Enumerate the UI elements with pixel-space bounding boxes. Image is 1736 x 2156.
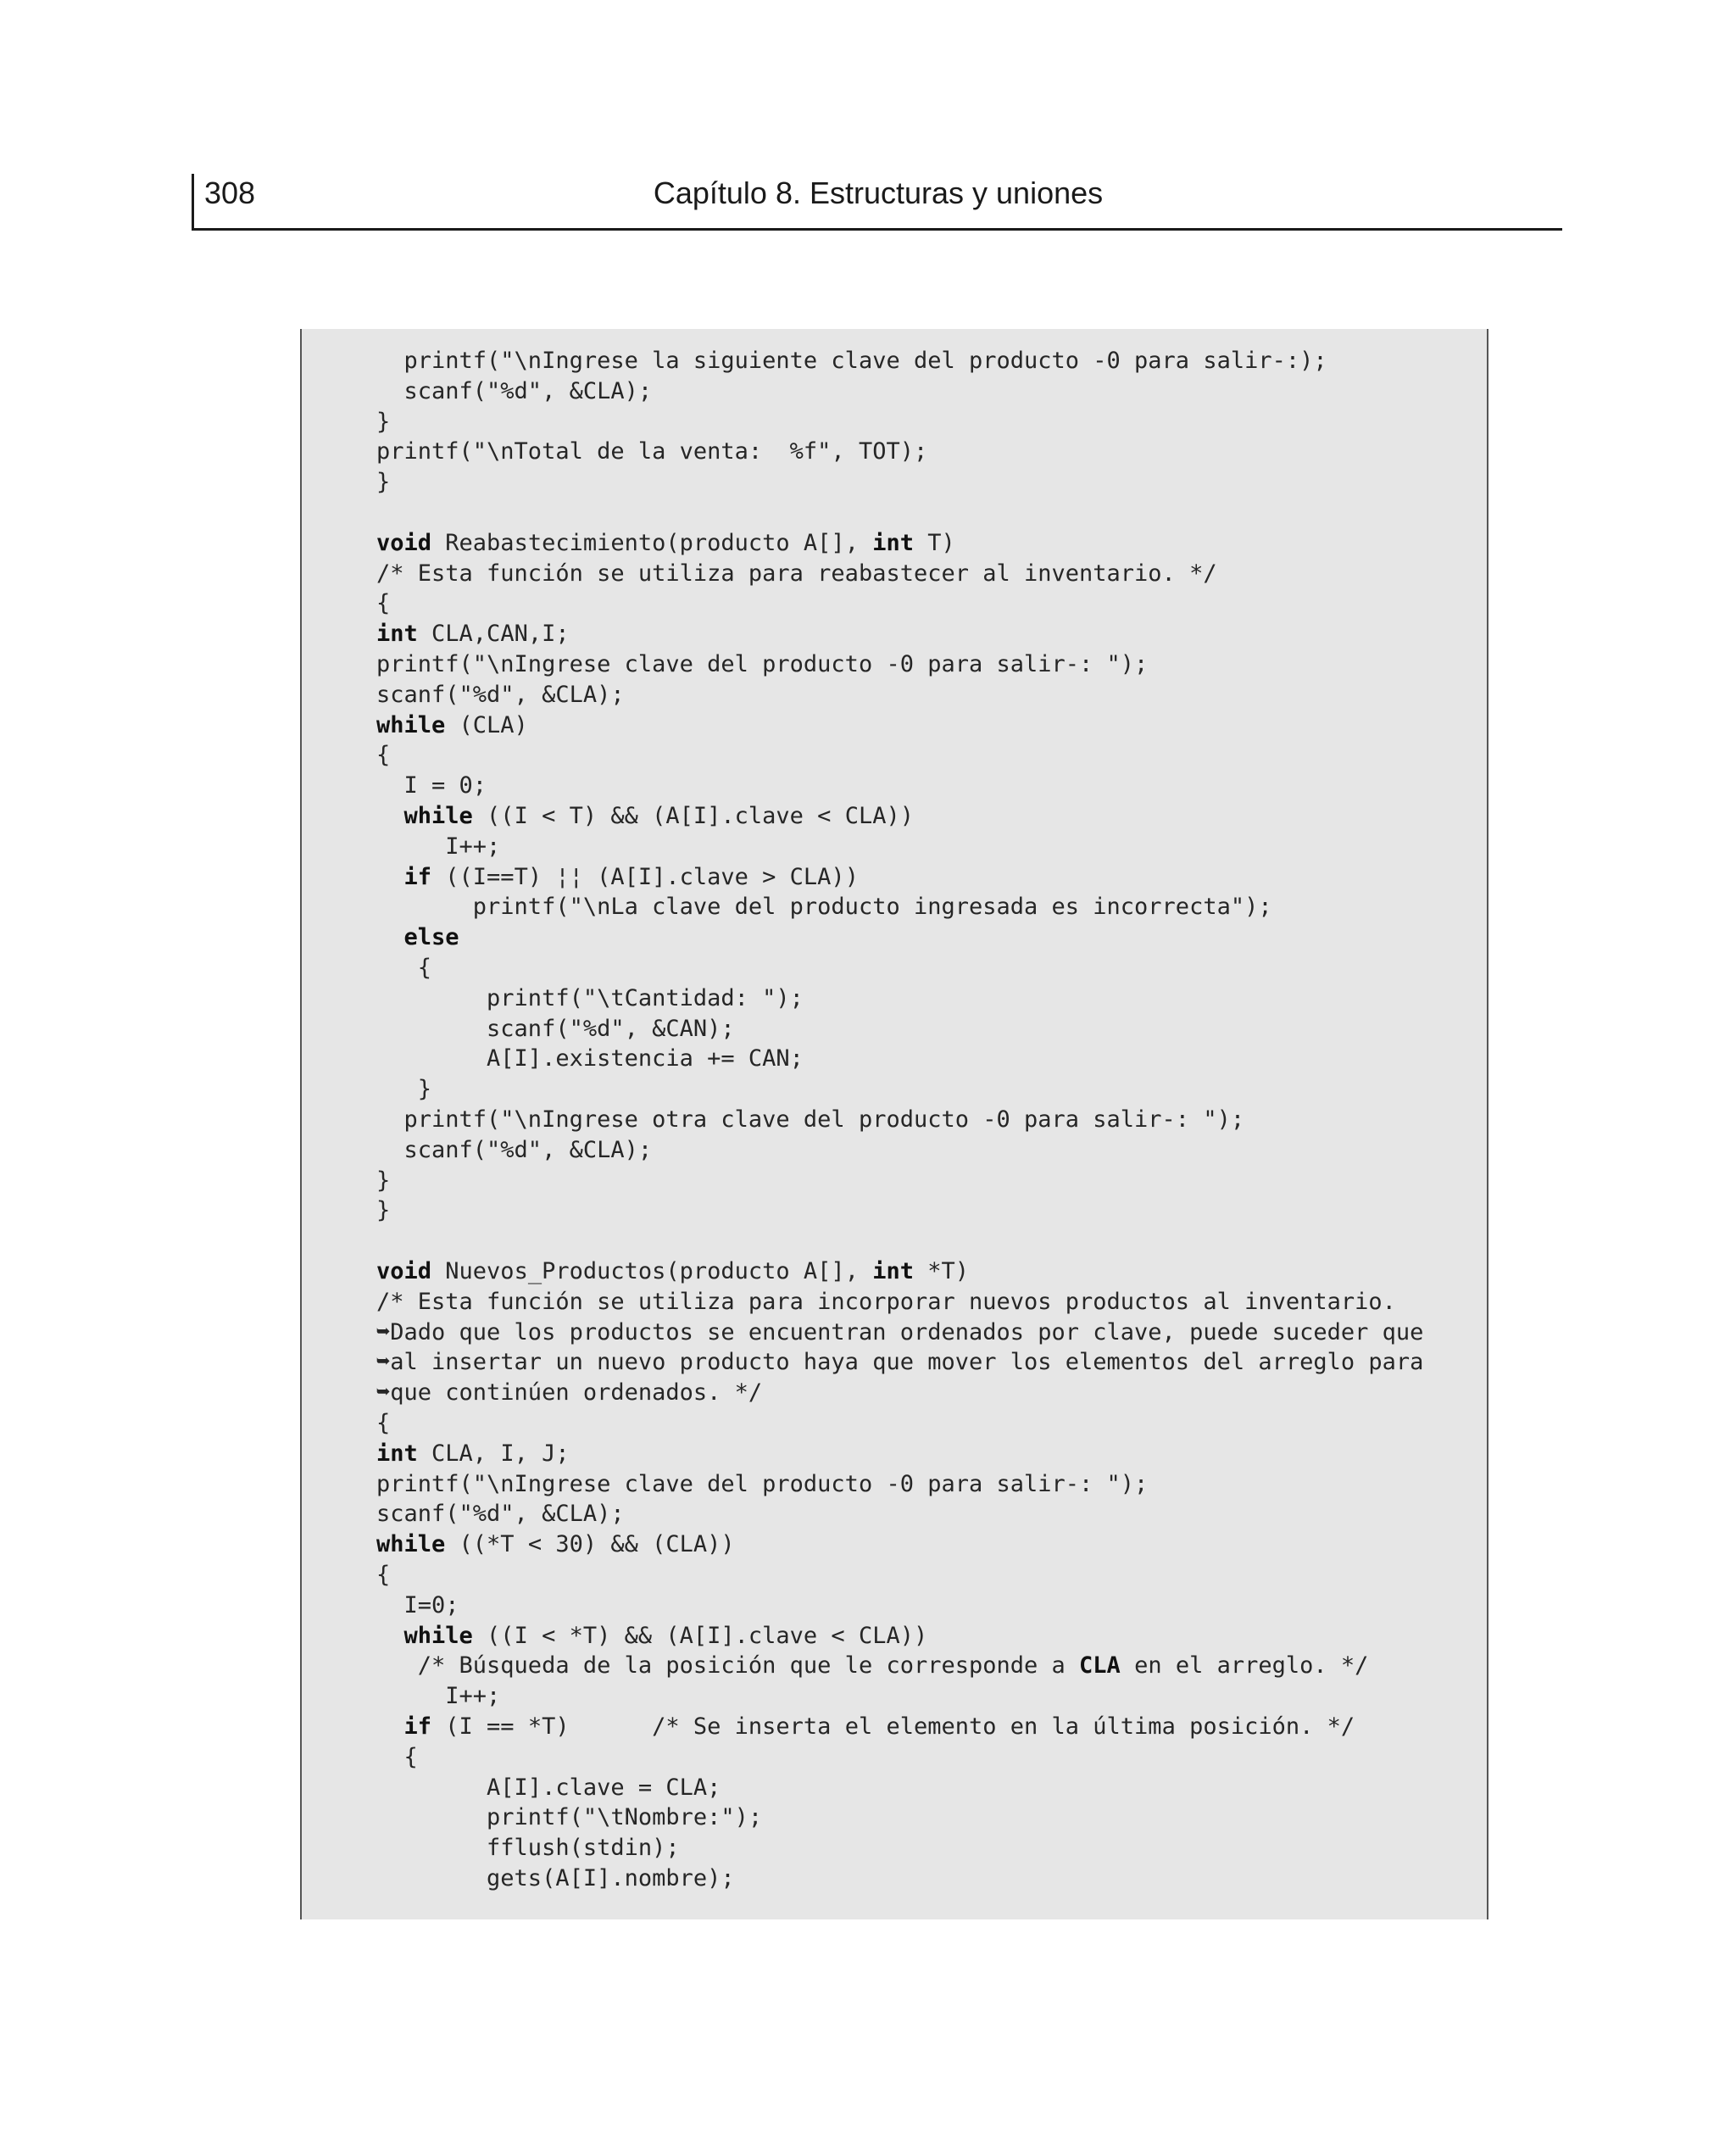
code-keyword: while [376, 711, 446, 738]
code-line: printf("\tCantidad: "); [376, 984, 804, 1011]
code-line: printf("\nLa clave del producto ingresada es incorrecta"); [376, 894, 1272, 921]
code-line: printf("\nIngrese otra clave del producto -0 para salir-: "); [376, 1106, 1245, 1133]
code-line [376, 922, 459, 953]
code-line: { [376, 1743, 418, 1770]
code-keyword: CLA [1079, 1652, 1121, 1680]
code-line: scanf("%d", &CLA); [376, 377, 653, 404]
code-line: I++; [376, 833, 501, 860]
code-line: { [376, 955, 432, 981]
chapter-title: Capítulo 8. Estructuras y uniones [653, 175, 1104, 210]
code-line: ➥al insertar un nuevo producto haya que mover los elementos del arreglo para [376, 1349, 1424, 1376]
code-line: int CLA,CAN,I; [376, 621, 570, 648]
code-line: } [376, 408, 391, 435]
code-line: I = 0; [376, 772, 487, 799]
code-line: gets(A[I].nombre); [376, 1865, 735, 1891]
code-line: scanf("%d", &CAN); [376, 1015, 735, 1042]
code-line: A[I].existencia += CAN; [376, 1045, 804, 1072]
code-keyword: int [872, 529, 914, 556]
code-line: printf("\nIngrese clave del producto -0 para salir-: "); [376, 651, 1149, 677]
page-header [192, 174, 1562, 231]
code-line: } [376, 1076, 432, 1103]
code-line: if (I == *T) /* Se inserta el elemento en la última posición. */ [403, 1713, 1355, 1740]
code-line: I++; [376, 1683, 501, 1710]
code-listing [300, 329, 1488, 1919]
code-line: } [376, 469, 391, 496]
code-keyword: void [376, 529, 432, 556]
code-keyword: if [403, 1713, 432, 1740]
code-keyword: void [376, 1258, 432, 1284]
code-line: /* Esta función se utiliza para incorporar nuevos productos al inventario. [376, 1288, 1396, 1315]
code-line: scanf("%d", &CLA); [376, 1501, 625, 1528]
code-line: printf("\tNombre:"); [376, 1804, 763, 1831]
code-line: /* Búsqueda de la posición que le corresponde a CLA en el arreglo. */ [376, 1652, 1369, 1680]
page-number: 308 [204, 175, 256, 210]
code-line: if ((I==T) ¦¦ (A[I].clave > CLA)) [403, 863, 859, 890]
code-line: printf("\nIngrese clave del producto -0 para salir-: "); [376, 1470, 1149, 1497]
code-line: { [376, 590, 391, 617]
code-line: printf("\nTotal de la venta: %f", TOT); [376, 438, 928, 465]
code-keyword: int [376, 621, 418, 648]
code-keyword: else [403, 924, 459, 951]
code-line: I=0; [376, 1591, 459, 1618]
code-line: printf("\nIngrese la siguiente clave del producto -0 para salir-:); [376, 348, 1327, 374]
code-line: scanf("%d", &CLA); [376, 1136, 653, 1163]
code-keyword: while [376, 1531, 446, 1558]
code-line: int CLA, I, J; [376, 1440, 570, 1467]
code-line: while ((*T < 30) && (CLA)) [376, 1531, 735, 1558]
code-line: while ((I < T) && (A[I].clave < CLA)) [403, 803, 914, 829]
code-line: { [376, 742, 391, 769]
code-line: A[I].clave = CLA; [376, 1774, 721, 1801]
code-line: } [376, 1197, 391, 1224]
code-keyword: int [376, 1440, 418, 1467]
code-line: { [376, 1562, 391, 1588]
code-line: ➥Dado que los productos se encuentran ordenados por clave, puede suceder que [376, 1318, 1424, 1345]
code-line: scanf("%d", &CLA); [376, 681, 625, 708]
code-line: { [376, 1410, 391, 1436]
code-line: void Reabastecimiento(producto A[], int T) [376, 529, 955, 556]
code-line: while (CLA) [376, 711, 528, 738]
code-line: /* Esta función se utiliza para reabastecer al inventario. */ [376, 560, 1217, 587]
code-keyword: int [872, 1258, 914, 1284]
code-keyword: if [403, 863, 432, 890]
code-line: fflush(stdin); [376, 1835, 680, 1862]
code-keyword: while [403, 1622, 473, 1649]
code-line: } [376, 1167, 391, 1194]
code-line: while ((I < *T) && (A[I].clave < CLA)) [403, 1622, 928, 1649]
code-line: ➥que continúen ordenados. */ [376, 1379, 763, 1407]
code-keyword: while [403, 803, 473, 829]
code-line: void Nuevos_Productos(producto A[], int *T) [376, 1258, 970, 1284]
